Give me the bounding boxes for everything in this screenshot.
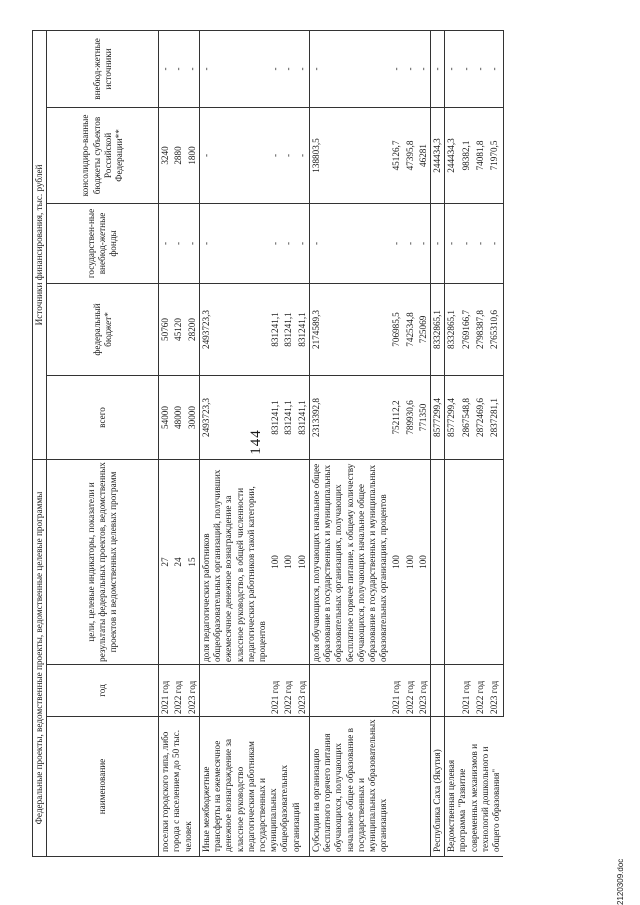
- row-federal: 742534,8: [404, 283, 417, 375]
- row-total: 2872469,6: [474, 375, 488, 459]
- row-state-funds: -: [474, 203, 488, 283]
- row-state-funds: -: [199, 203, 269, 283]
- header-state-funds: государствен-ные внебюд-жетные фонды: [47, 203, 159, 283]
- row-state-funds: -: [390, 203, 403, 283]
- row-consolidated: 45126,7: [390, 107, 403, 203]
- row-federal: 2765310,6: [488, 283, 503, 375]
- row-name: Иные межбюджетные трансферты на ежемесячное денежное вознаграждение за классное руководство педагогическим работникам государственных и муниципальных общеобразовательных организаций: [199, 717, 309, 857]
- row-federal: 2798387,8: [474, 283, 488, 375]
- row-year: 2023 год: [488, 665, 503, 717]
- header-consolidated: консолидиро-ванные бюджеты субъектов Российской Федерации**: [47, 107, 159, 203]
- row-offbudget: -: [186, 30, 200, 107]
- row-indicator: 100: [282, 459, 295, 664]
- row-state-funds: -: [445, 203, 460, 283]
- row-consolidated: 74081,8: [474, 107, 488, 203]
- row-consolidated: -: [296, 107, 310, 203]
- table-group: [159, 30, 200, 856]
- row-year-empty: [309, 665, 390, 717]
- row-indicator: 100: [269, 459, 282, 664]
- row-consolidated: 244434,3: [431, 107, 445, 203]
- row-offbudget: -: [474, 30, 488, 107]
- row-federal: 50760: [159, 283, 173, 375]
- page-number: 144: [248, 429, 264, 455]
- row-year: 2022 год: [172, 665, 185, 717]
- row-goal-empty: [431, 459, 445, 664]
- row-total: 831241,1: [282, 375, 295, 459]
- row-state-funds: -: [186, 203, 200, 283]
- row-state-funds: -: [431, 203, 445, 283]
- row-consolidated: 2880: [172, 107, 185, 203]
- row-year: 2021 год: [390, 665, 403, 717]
- header-offbudget: внебюд-жетные источники: [47, 30, 159, 107]
- row-offbudget: -: [445, 30, 460, 107]
- row-indicator: 100: [296, 459, 310, 664]
- row-state-funds: -: [159, 203, 173, 283]
- row-consolidated: 1800: [186, 107, 200, 203]
- table-group: [445, 30, 504, 856]
- row-federal: 831241,1: [296, 283, 310, 375]
- row-consolidated: -: [269, 107, 282, 203]
- row-federal: 706985,5: [390, 283, 403, 375]
- row-year: 2023 год: [417, 665, 431, 717]
- page-number-wrap: [248, 422, 272, 462]
- row-year: 2021 год: [460, 665, 474, 717]
- row-goal: доля обучающихся, получающих начальное общее образование в государственных и муниципальных образовательных организациях, получающих бесплатное горячее питание, к общему количеству обучающихся, получающих начальное общее образование в государственных и муниципальных образовательных организациях, процентов: [309, 459, 390, 664]
- row-federal: 8332865,1: [445, 283, 460, 375]
- row-total: 831241,1: [296, 375, 310, 459]
- row-offbudget: -: [390, 30, 403, 107]
- header-group-financing: Источники финансирования, тыс. рублей: [33, 30, 47, 459]
- row-indicator: 27: [159, 459, 173, 664]
- row-federal: 725069: [417, 283, 431, 375]
- row-indicator: 24: [172, 459, 185, 664]
- row-offbudget: -: [460, 30, 474, 107]
- row-state-funds: -: [404, 203, 417, 283]
- row-offbudget: -: [159, 30, 173, 107]
- row-consolidated: 46281: [417, 107, 431, 203]
- row-indicator: 100: [417, 459, 431, 664]
- row-consolidated: -: [282, 107, 295, 203]
- row-offbudget: -: [404, 30, 417, 107]
- row-offbudget: -: [309, 30, 390, 107]
- row-year: 2022 год: [282, 665, 295, 717]
- row-offbudget: -: [172, 30, 185, 107]
- row-total: 2493723,3: [199, 375, 269, 459]
- row-indicator: [460, 459, 474, 664]
- header-goals: цели, целевые индикаторы, показатели и результаты федеральных проектов, ведомственных проектов и ведомственных целевых программ: [47, 459, 159, 664]
- row-federal: 8332865,1: [431, 283, 445, 375]
- row-total: 771350: [417, 375, 431, 459]
- row-federal: 831241,1: [269, 283, 282, 375]
- row-indicator: 100: [404, 459, 417, 664]
- table-group: [309, 30, 430, 856]
- header-total: всего: [47, 375, 159, 459]
- row-total: 752112,2: [390, 375, 403, 459]
- row-offbudget: -: [199, 30, 269, 107]
- row-offbudget: -: [296, 30, 310, 107]
- row-federal: 45120: [172, 283, 185, 375]
- row-total: 2867548,8: [460, 375, 474, 459]
- row-state-funds: -: [488, 203, 503, 283]
- row-indicator: [488, 459, 503, 664]
- row-year: 2022 год: [404, 665, 417, 717]
- row-federal: 2769166,7: [460, 283, 474, 375]
- header-federal: федеральный бюджет*: [47, 283, 159, 375]
- row-consolidated: 138803,5: [309, 107, 390, 203]
- row-year: 2021 год: [159, 665, 173, 717]
- row-total: 8577299,4: [431, 375, 445, 459]
- header-group-projects: Федеральные проекты, ведомственные проекты, ведомственные целевые программы: [33, 459, 47, 856]
- row-state-funds: -: [309, 203, 390, 283]
- row-consolidated: 244434,3: [445, 107, 460, 203]
- row-federal: 2174589,3: [309, 283, 390, 375]
- row-name: Субсидии на организацию бесплатного горячего питания обучающихся, получающих начальное общее образование в государственных и муниципальных образовательных организациях: [309, 717, 430, 857]
- row-year: 2021 год: [269, 665, 282, 717]
- row-state-funds: -: [282, 203, 295, 283]
- row-consolidated: 47395,8: [404, 107, 417, 203]
- row-total: 789930,6: [404, 375, 417, 459]
- row-indicator: [474, 459, 488, 664]
- row-indicator: 100: [390, 459, 403, 664]
- row-offbudget: -: [282, 30, 295, 107]
- row-offbudget: -: [417, 30, 431, 107]
- row-total: 2837281,1: [488, 375, 503, 459]
- row-federal: 28200: [186, 283, 200, 375]
- row-name: Республика Саха (Якутия): [431, 717, 445, 857]
- row-year-empty: [199, 665, 269, 717]
- row-year-empty: [445, 665, 460, 717]
- row-indicator: 15: [186, 459, 200, 664]
- row-total: 831241,1: [269, 375, 282, 459]
- row-year: 2023 год: [186, 665, 200, 717]
- row-federal: 831241,1: [282, 283, 295, 375]
- row-goal: доля педагогических работников общеобразовательных организаций, получивших ежемесячное денежное вознаграждение за классное руководство, в общей численности педагогических работников такой категории, процентов: [199, 459, 269, 664]
- document-code: 2120309.doc: [616, 858, 625, 905]
- row-year: 2023 год: [296, 665, 310, 717]
- row-offbudget: -: [431, 30, 445, 107]
- row-state-funds: -: [269, 203, 282, 283]
- row-total: 2313392,8: [309, 375, 390, 459]
- header-year: год: [47, 665, 159, 717]
- row-total: 30000: [186, 375, 200, 459]
- row-consolidated: 98382,1: [460, 107, 474, 203]
- row-year: 2022 год: [474, 665, 488, 717]
- row-consolidated: 3240: [159, 107, 173, 203]
- row-year-empty: [431, 665, 445, 717]
- row-consolidated: -: [199, 107, 269, 203]
- row-offbudget: -: [488, 30, 503, 107]
- header-name: наименование: [47, 717, 159, 857]
- row-state-funds: -: [172, 203, 185, 283]
- row-offbudget: -: [269, 30, 282, 107]
- row-name: поселки городского типа, либо города с населением до 50 тыс. человек: [159, 717, 200, 857]
- row-goal-empty: [445, 459, 460, 664]
- row-state-funds: -: [460, 203, 474, 283]
- row-federal: 2493723,3: [199, 283, 269, 375]
- table-group: [431, 30, 445, 856]
- row-state-funds: -: [296, 203, 310, 283]
- row-consolidated: 71970,5: [488, 107, 503, 203]
- row-total: 8577299,4: [445, 375, 460, 459]
- row-state-funds: -: [417, 203, 431, 283]
- row-total: 54000: [159, 375, 173, 459]
- row-total: 48000: [172, 375, 185, 459]
- row-name: Ведомственная целевая программа "Развитие современных механизмов и технологий дошкольного и общего образования": [445, 717, 504, 857]
